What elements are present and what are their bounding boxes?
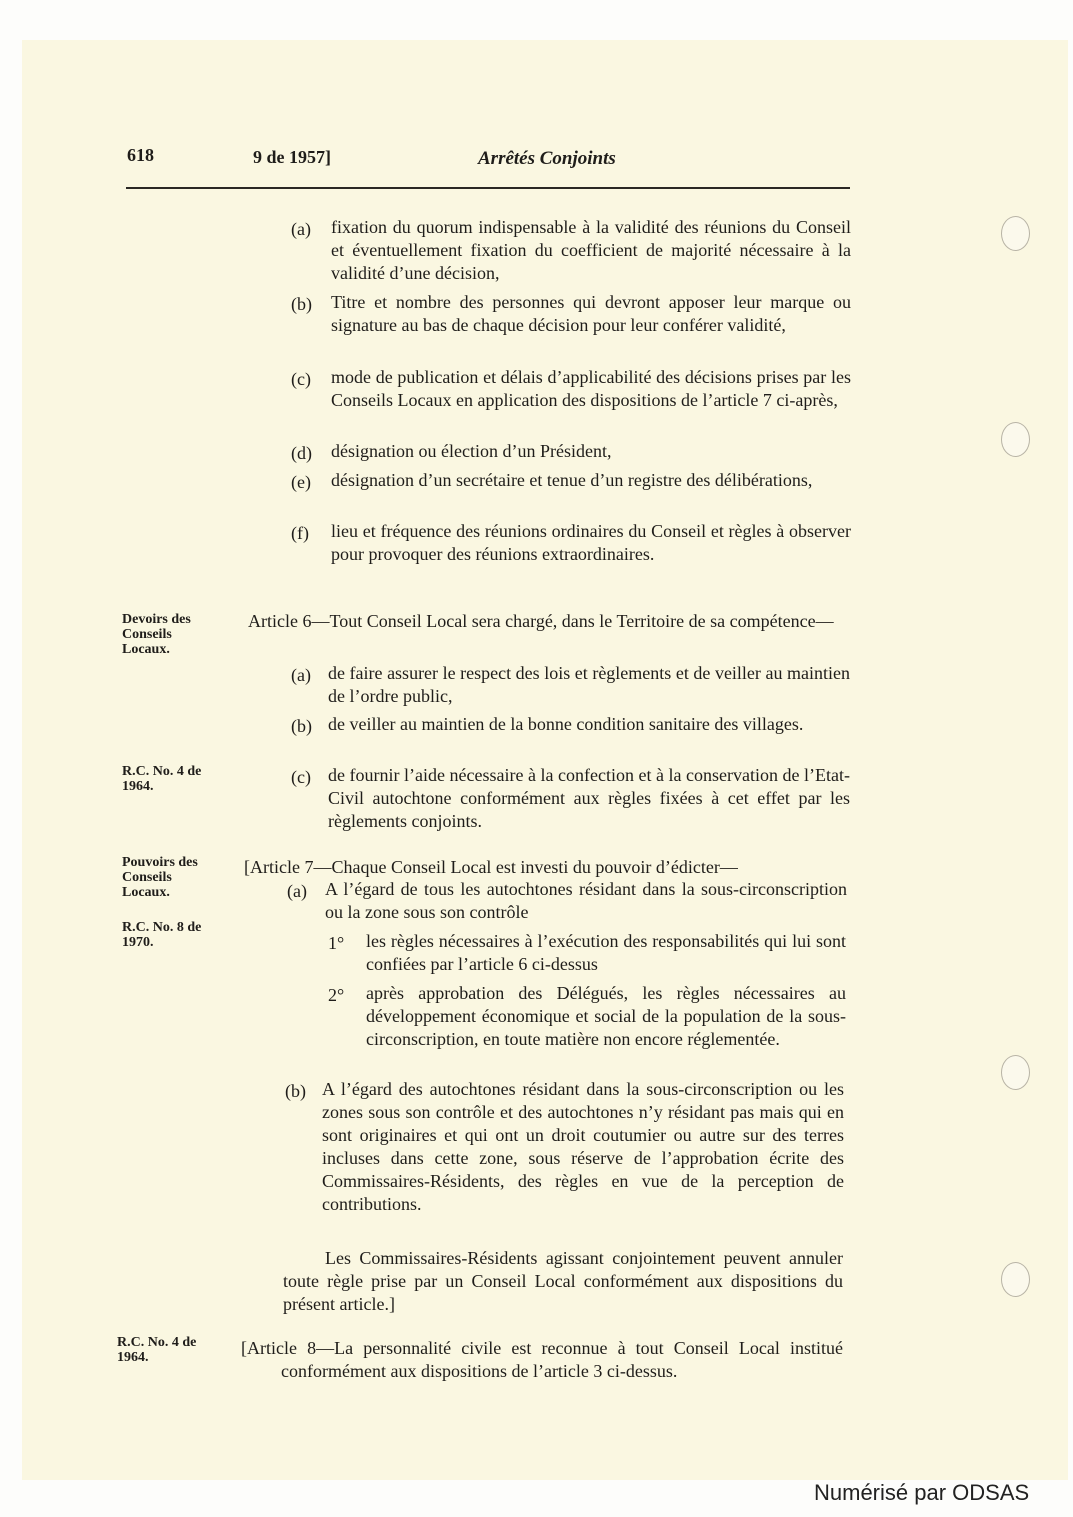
article-7-intro: [Article 7—Chaque Conseil Local est investi du pouvoir d’édicter— — [244, 857, 738, 877]
article-6-intro — [248, 610, 850, 633]
item-label: (c) — [291, 369, 311, 389]
item-text: désignation ou élection d’un Président, — [331, 441, 612, 461]
item-label: (f) — [291, 523, 309, 543]
punch-hole-1 — [1001, 216, 1030, 251]
running-title: Arrêtés Conjoints — [478, 148, 616, 169]
item-label: (c) — [291, 767, 311, 787]
item-text: fixation du quorum indispensable à la validité des réunions du Conseil et éventuellement fixation du coefficient de majorité nécessaire à la validité d’une décision, — [331, 217, 851, 283]
subitem-label: 1° — [328, 933, 345, 953]
subitem-text: après approbation des Délégués, les règles nécessaires au développement économique et social de la population de la sous-circonscription, en toute matière non encore réglementée. — [366, 983, 846, 1049]
item-text: de veiller au maintien de la bonne condition sanitaire des villages. — [328, 714, 804, 734]
item-label: (b) — [291, 716, 312, 736]
margin-note: Devoirs des Conseils Locaux. — [122, 612, 191, 657]
year-reference: 9 de 1957] — [253, 147, 331, 167]
digitization-credit: Numérisé par ODSAS — [814, 1480, 1030, 1505]
item-text: Titre et nombre des personnes qui devront apposer leur marque ou signature au bas de chaque décision pour leur conférer validité, — [331, 292, 851, 335]
article-6-intro-text: Article 6—Tout Conseil Local sera chargé, dans le Territoire de sa compétence— — [248, 611, 834, 631]
item-label: (a) — [291, 219, 311, 239]
page-number: 618 — [127, 145, 154, 165]
header-rule — [126, 187, 850, 189]
item-label: (a) — [291, 665, 311, 685]
subitem-label: 2° — [328, 985, 345, 1005]
subitem-text: les règles nécessaires à l’exécution des responsabilités qui lui sont confiées par l’article 6 ci-dessus — [366, 931, 846, 974]
punch-hole-3 — [1001, 1055, 1030, 1090]
item-text: lieu et fréquence des réunions ordinaires du Conseil et règles à observer pour provoquer des réunions extraordinaires. — [331, 521, 851, 564]
item-label: (d) — [291, 443, 312, 463]
margin-note: R.C. No. 4 de 1964. — [117, 1335, 197, 1365]
margin-note: R.C. No. 4 de 1964. — [122, 764, 202, 794]
article-8-text: [Article 8—La personnalité civile est reconnue à tout Conseil Local institué conformément aux dispositions de l’article 3 ci-dessus. — [241, 1338, 843, 1381]
item-text: désignation d’un secrétaire et tenue d’un registre des délibérations, — [331, 470, 813, 490]
article-7-closing: Les Commissaires-Résidents agissant conjointement peuvent annuler toute règle prise par un Conseil Local conformément aux dispositions du présent article.] — [283, 1248, 843, 1314]
item-label: (b) — [291, 294, 312, 314]
item-text: A l’égard de tous les autochtones résidant dans la sous-circonscription ou la zone sous son contrôle — [325, 879, 847, 922]
item-label: (e) — [291, 472, 311, 492]
item-label: (a) — [287, 881, 307, 901]
item-text: A l’égard des autochtones résidant dans la sous-circonscription ou les zones sous son contrôle et des autochtones n’y résidant pas mais qui en sont originaires et qui ont un droit coutumier ou autre sur des terres incluses dans cette zone, sous réserve de l’approbation écrite des Commissaires-Résidents, des règles en vue de la perception de contributions. — [322, 1079, 844, 1214]
punch-hole-4 — [1001, 1262, 1030, 1297]
margin-note: R.C. No. 8 de 1970. — [122, 920, 202, 950]
margin-note: Pouvoirs des Conseils Locaux. — [122, 855, 198, 900]
item-text: de fournir l’aide nécessaire à la confection et à la conservation de l’Etat-Civil autochtone conformément aux règles fixées à cet effet par les règlements conjoints. — [328, 765, 850, 831]
punch-hole-2 — [1001, 422, 1030, 457]
item-text: mode de publication et délais d’applicabilité des décisions prises par les Conseils Locaux en application des dispositions de l’article 7 ci-après, — [331, 367, 851, 410]
item-label: (b) — [285, 1081, 306, 1101]
item-text: de faire assurer le respect des lois et règlements et de veiller au maintien de l’ordre public, — [328, 663, 850, 706]
